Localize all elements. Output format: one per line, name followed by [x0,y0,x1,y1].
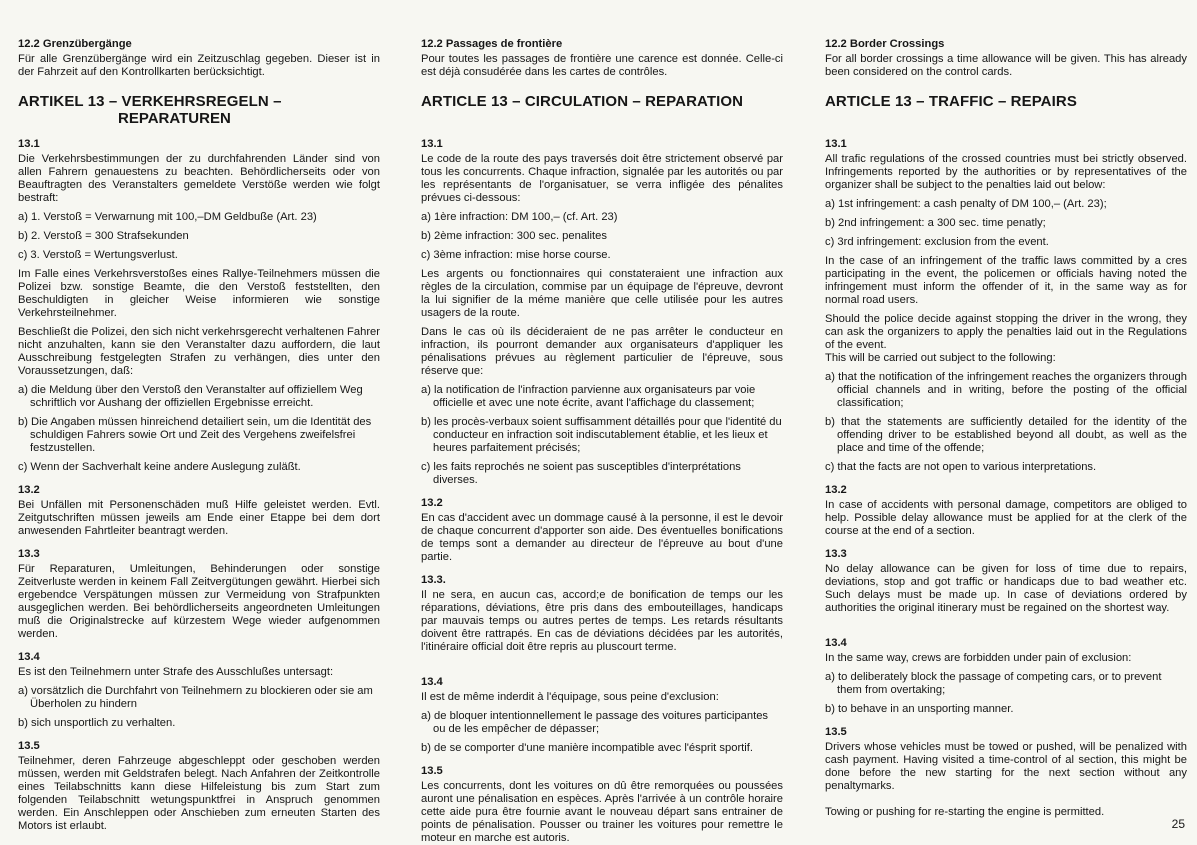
fr-section-13-3-heading: 13.3. [421,574,446,586]
en-condition-c: c) that the facts are not open to various interpretations. [825,461,1097,473]
fr-section-13-1-para2: Les argents ou fonctionnaires qui constateraient une infraction aux règles de la circulation, commise par un équipage de l'épreuve, devront la lui signifier de la méme manière que celle utilisée pour les autres usagers de la route. [421,268,783,319]
en-section-13-5-text2: Towing or pushing for re-starting the engine is permitted. [825,806,1105,818]
fr-section-12-2-text: Pour toutes les passages de frontière une carence est donnée. Celle-ci est déjà consudérée dans les cartes de contrôles. [421,53,783,78]
fr-forbidden-b: b) de se comporter d'une manière incompatible avec l'ésprit sportif. [421,742,753,754]
en-section-13-3-heading: 13.3 [825,548,847,560]
fr-condition-a: a) la notification de l'infraction parvienne aux organisateurs par voie officielle et avec une note écrite, avant l'affichage du classement; [421,384,756,409]
fr-condition-b: b) les procès-verbaux soient suffisamment détaillés pour que l'identité du conducteur en infraction soit indiscutablement établie, et les lieux et heures parfaitement précisés; [421,416,782,454]
fr-forbidden-a: a) de bloquer intentionnellement le passage des voitures participantes ou de les empêcher de dépasser; [421,710,769,735]
en-section-13-5-heading: 13.5 [825,726,847,738]
fr-penalty-b: b) 2ème infraction: 300 sec. penalites [421,230,607,242]
en-section-13-1-para4: This will be carried out subject to the following: [825,352,1056,364]
en-section-13-4-heading: 13.4 [825,637,847,649]
de-forbidden-a: a) vorsätzlich die Durchfahrt von Teilnehmern zu blockieren oder sie am Überholen zu hindern [18,685,373,710]
en-penalty-b: b) 2nd infringement: a 300 sec. time penatly; [825,217,1046,229]
de-penalty-b: b) 2. Verstoß = 300 Strafsekunden [18,230,189,242]
de-section-12-2-heading: 12.2 Grenzübergänge [18,38,132,50]
de-penalty-c: c) 3. Verstoß = Wertungsverlust. [18,249,178,261]
de-section-13-4-heading: 13.4 [18,651,40,663]
de-section-13-5-text: Teilnehmer, deren Fahrzeuge abgeschleppt oder geschoben werden müssen, werden mit Geldstrafen belegt. Nach Anfahren der Zeitkontrolle eines Teilabschnitts kann diese Hilfeleistung bis zum Start zum folgenden Teilabschnitt wetungspunktfrei in Anspruch genommen werden. Ein Anschleppen oder Anschieben zum erneuten Starten des Motors ist erlaubt. [18,755,380,832]
de-condition-c: c) Wenn der Sachverhalt keine andere Auslegung zuläßt. [18,461,301,473]
de-section-13-3-heading: 13.3 [18,548,40,560]
en-forbidden-b: b) to behave in an unsporting manner. [825,703,1014,715]
en-section-13-1-heading: 13.1 [825,138,847,150]
de-condition-b: b) Die Angaben müssen hinreichend detailiert sein, um die Identität des schuldigen Fahrers sowie Ort und Zeit des Vergehens zweifelsfrei festzustellen. [18,416,372,454]
en-section-13-1-para3: Should the police decide against stopping the driver in the wrong, they can ask the organizers to apply the penalties laid out in the Regulations of the event. [825,313,1187,351]
de-section-12-2-text: Für alle Grenzübergänge wird ein Zeitzuschlag gegeben. Dieser ist in der Fahrzeit auf den Kontrollkarten berücksichtigt. [18,53,380,78]
german-column [18,38,380,833]
fr-section-13-4-text: Il est de même inderdit à l'équipage, sous peine d'exclusion: [421,691,719,703]
en-section-13-1-para2: In the case of an infringement of the traffic laws committed by a cres participating in the event, the policemen or officials having noted the infringement must inform the offender of it, in the same way as for normal road users. [825,255,1187,306]
en-penalty-a: a) 1st infringement: a cash penalty of DM 100,– (Art. 23); [825,198,1107,210]
fr-section-13-1-intro: Le code de la route des pays traversés doit être strictement observé par tous les concurrents. Chaque infraction, signalée par les autorités ou par les représentants de l'organisatuer, se verra infligée des pénalites prévues ci-dessous: [421,153,783,204]
de-section-13-1-para2: Im Falle eines Verkehrsverstoßes eines Rallye-Teilnehmers müssen die Polizei bzw. sonstige Beamte, die den Verstoß feststellten, den Beschuldigten in gleicher Weise informieren wie sonstige Verkehrsteilnehmer. [18,268,380,319]
fr-section-13-2-text: En cas d'accident avec un dommage causé à la personne, il est le devoir de chaque concurrent d'apporter son aide. Des éventuelles bonifications de temps sont a demander au directeur de l'épreuve au bout d'une partie. [421,512,783,563]
fr-section-12-2-heading: 12.2 Passages de frontière [421,38,563,50]
en-condition-a: a) that the notification of the infringement reaches the organizers through official channels and in writing, before the posting of the official classification; [825,371,1187,409]
de-section-13-3-text: Für Reparaturen, Umleitungen, Behinderungen oder sonstige Zeitverluste werden in keinem Fall Zeitvergütungen gewährt. Hierbei sich ergebendce Verspätungen müssen zur Vermeidung von Strafpunkten ausgeglichen werden. Bei behördlicherseits angeordneten Umleitungen muß die Originalstrecke auf kürzestem Wege wieder aufgenommen werden. [18,563,380,640]
en-condition-b: b) that the statements are sufficiently detailed for the identity of the offending driver to be established beyond all doubt, as well as the place and time of the offende; [825,416,1187,454]
en-penalty-c: c) 3rd infringement: exclusion from the event. [825,236,1049,248]
en-section-13-1-intro: All trafic regulations of the crossed countries must bei strictly observed. Infringements reported by the authorities or by representatives of the organizer shall be subject to the penalties laid out below: [825,153,1187,191]
de-section-13-2-text: Bei Unfällen mit Personenschäden muß Hilfe geleistet werden. Evtl. Zeitgutschriften müssen jeweils am Ende einer Etappe bei dem dort anwesenden Fahrtleiter beantragt werden. [18,499,380,537]
fr-section-13-4-heading: 13.4 [421,676,443,688]
fr-section-13-2-heading: 13.2 [421,497,443,509]
en-forbidden-a: a) to deliberately block the passage of competing cars, or to prevent them from overtaking; [825,671,1162,696]
de-section-13-4-text: Es ist den Teilnehmern unter Strafe des Ausschlußes untersagt: [18,666,334,678]
de-condition-a: a) die Meldung über den Verstoß den Veranstalter auf offiziellem Weg schriftlich vor Aushang der offiziellen Ergebnisse erreicht. [18,384,363,409]
fr-section-13-5-heading: 13.5 [421,765,443,777]
de-forbidden-b: b) sich unsportlich zu verhalten. [18,717,176,729]
en-section-12-2-text: For all border crossings a time allowance will be given. This has already been considered on the control cards. [825,53,1187,78]
fr-penalty-c: c) 3ème infraction: mise horse course. [421,249,611,261]
fr-article-title: ARTICLE 13 – CIRCULATION – REPARATION [421,93,744,110]
en-section-13-2-text: In case of accidents with personal damage, competitors are obliged to help. Possible delay allowance must be applied for at the clerk of the course at the end of a section. [825,499,1187,537]
de-section-13-2-heading: 13.2 [18,484,40,496]
de-section-13-1-para3: Beschließt die Polizei, den sich nicht verkehrsgerecht verhaltenen Fahrer nicht anzuhalten, kann sie den Veranstalter dazu auffordern, die laut Ausschreibung festgelegten Strafen zu verhängen, dies unter den Voraussetzungen, daß: [18,326,380,377]
de-penalty-a: a) 1. Verstoß = Verwarnung mit 100,–DM Geldbuße (Art. 23) [18,211,317,223]
fr-penalty-a: a) 1ère infraction: DM 100,– (cf. Art. 23) [421,211,618,223]
fr-section-13-1-para3: Dans le cas où ils décideraient de ne pas arrêter le conducteur en infraction, ils pourront demander aux organisateurs d'appliquer les pénalisations prévues au règlement particulier de l'épreuve, sous réserve que: [421,326,783,377]
de-section-13-1-intro: Die Verkehrsbestimmungen der zu durchfahrenden Länder sind von allen Fahrern genauestens zu beachten. Behördlicherseits oder von Beauftragten des Veranstalters gemeldete Verstöße werden wie folgt bestraft: [18,153,380,204]
en-section-13-4-text: In the same way, crews are forbidden under pain of exclusion: [825,652,1132,664]
de-section-13-5-heading: 13.5 [18,740,40,752]
fr-section-13-1-heading: 13.1 [421,138,443,150]
en-section-12-2-heading: 12.2 Border Crossings [825,38,945,50]
en-section-13-5-text: Drivers whose vehicles must be towed or pushed, will be penalized with cash payment. Having visited a time-control of al section, this might be done before the new starting for the next section without any penaltymarks. [825,741,1187,792]
french-column [421,38,783,845]
de-article-title-line1: ARTIKEL 13 – VERKEHRSREGELN – [18,93,282,110]
fr-section-13-5-text: Les concurrents, dont les voitures on dû être remorquées ou poussées auront une pénalisation en espèces. Après l'arrivée à un contrôle horaire cette aide pura être fournie avant le nouveau départ sans entrainer de points de pénalisation. Pousser ou trainer les voitures pour remettre le moteur en marche est autoris. [421,780,783,844]
de-section-13-1-heading: 13.1 [18,138,40,150]
en-section-13-3-text: No delay allowance can be given for loss of time due to repairs, deviations, stop and got traffic or handicaps due to bad weather etc. Such delays must be made up. In case of deviations ordered by authorities the original itinerary must be regained on the shortest way. [825,563,1187,614]
english-column [825,38,1187,819]
en-article-title: ARTICLE 13 – TRAFFIC – REPAIRS [825,93,1077,110]
fr-section-13-3-text: Il ne sera, en aucun cas, accord;e de bonification de temps our les réparations, déviations, être pris dans des embouteillages, handicaps par mauvais temps ou autres pertes de temps. Les retards résultants doivent être rattrapés. En cas de déviations décidées par les autorités, l'itinéraire official doit être repris au pluscourt terme. [421,589,783,653]
en-section-13-2-heading: 13.2 [825,484,847,496]
fr-condition-c: c) les faits reprochés ne soient pas susceptibles d'interprétations diverses. [421,461,741,486]
de-article-title-line2: REPARATUREN [118,110,231,127]
page-number: 25 [1171,817,1185,831]
